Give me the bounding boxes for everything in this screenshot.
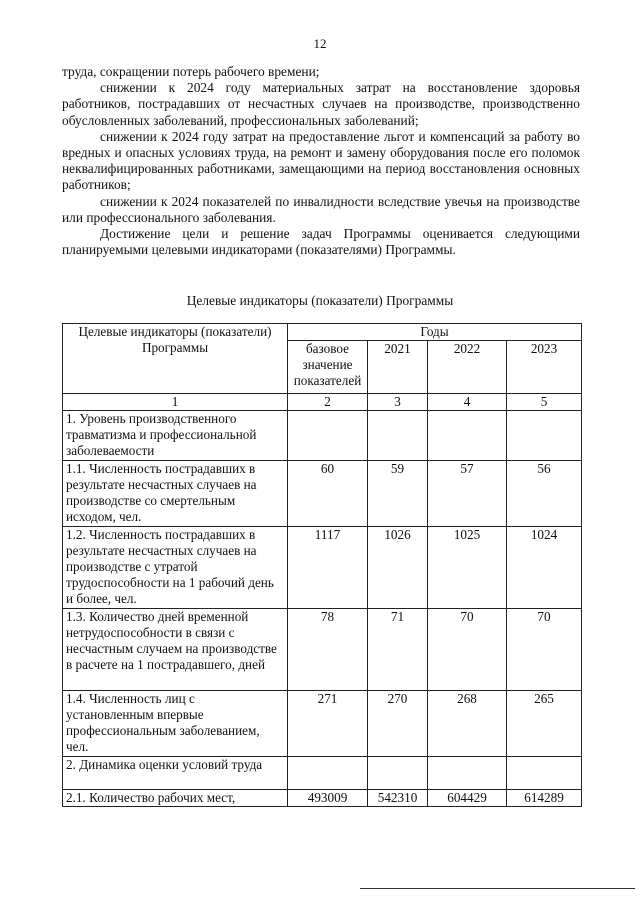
- table-row: [63, 411, 582, 461]
- header-year-2022: 2022: [428, 341, 507, 394]
- cell-2021: 542310: [368, 790, 428, 807]
- column-number-row: [63, 394, 582, 411]
- cell-2022: 57: [428, 461, 507, 527]
- row-label: 2.1. Количество рабочих мест,: [63, 790, 288, 807]
- cell-2022: 70: [428, 609, 507, 691]
- header-year-2023: 2023: [507, 341, 582, 394]
- cell-2021: 59: [368, 461, 428, 527]
- cell-2021: 270: [368, 691, 428, 757]
- paragraph: снижении к 2024 году материальных затрат на восстановление здоровья работников, пострадавших от несчастных случаев на производстве, производственно обусловленных заболеваний, профессиональных заболеваний;: [62, 80, 580, 128]
- paragraph: Достижение цели и решение задач Программы оценивается следующими планируемыми целевыми индикаторами (показателями) Программы.: [62, 226, 580, 258]
- row-label: 1.1. Численность пострадавших в результате несчастных случаев на производстве со смертельным исходом, чел.: [63, 461, 288, 527]
- row-label: 2. Динамика оценки условий труда: [63, 757, 288, 790]
- cell-base: [288, 757, 368, 790]
- header-year-2021: 2021: [368, 341, 428, 394]
- cell-2022: 604429: [428, 790, 507, 807]
- paragraph: труда, сокращении потерь рабочего времени;: [62, 64, 320, 79]
- header-years: Годы: [288, 324, 582, 341]
- cell-base: 78: [288, 609, 368, 691]
- cell-2022: 268: [428, 691, 507, 757]
- table-row: [63, 461, 582, 527]
- cell-2022: [428, 757, 507, 790]
- column-number: 2: [288, 394, 368, 411]
- page-bottom-rule: [360, 888, 635, 889]
- cell-2022: [428, 411, 507, 461]
- table-header-row: [63, 324, 582, 341]
- cell-2023: 614289: [507, 790, 582, 807]
- row-label: 1.3. Количество дней временной нетрудоспособности в связи с несчастным случаем на производстве в расчете на 1 пострадавшего, дней: [63, 609, 288, 691]
- table-row: [63, 757, 582, 790]
- cell-2023: 56: [507, 461, 582, 527]
- table-row: [63, 609, 582, 691]
- paragraph: снижении к 2024 году затрат на предоставление льгот и компенсаций за работу во вредных и опасных условиях труда, на ремонт и замену оборудования после его поломок неквалифицированных работниками, замещающими на период восстановления основных работников;: [62, 128, 580, 193]
- cell-base: 60: [288, 461, 368, 527]
- cell-2023: [507, 757, 582, 790]
- row-label: 1.2. Численность пострадавших в результате несчастных случаев на производстве с утратой трудоспособности на 1 рабочий день и более, чел.: [63, 527, 288, 609]
- cell-2021: [368, 411, 428, 461]
- cell-2023: [507, 411, 582, 461]
- cell-base: 1117: [288, 527, 368, 609]
- body-text: [62, 64, 580, 258]
- row-label: 1. Уровень производственного травматизма и профессиональной заболеваемости: [63, 411, 288, 461]
- cell-2023: 1024: [507, 527, 582, 609]
- indicators-table: [62, 323, 582, 807]
- column-number: 1: [63, 394, 288, 411]
- cell-base: 271: [288, 691, 368, 757]
- table-row: [63, 527, 582, 609]
- paragraph: снижении к 2024 показателей по инвалидности вследствие увечья на производстве или профессионального заболевания.: [62, 193, 580, 225]
- page-number: 12: [313, 36, 327, 51]
- header-base-value: базовое значение показателей: [288, 341, 368, 394]
- column-number: 4: [428, 394, 507, 411]
- cell-2021: 1026: [368, 527, 428, 609]
- row-label: 1.4. Численность лиц с установленным впервые профессиональным заболеванием, чел.: [63, 691, 288, 757]
- cell-2021: 71: [368, 609, 428, 691]
- cell-base: [288, 411, 368, 461]
- cell-2021: [368, 757, 428, 790]
- cell-2023: 265: [507, 691, 582, 757]
- table-row: [63, 790, 582, 807]
- cell-2022: 1025: [428, 527, 507, 609]
- table-row: [63, 691, 582, 757]
- header-indicator: Целевые индикаторы (показатели) Программы: [63, 324, 288, 394]
- table-title: Целевые индикаторы (показатели) Программы: [186, 293, 454, 308]
- cell-2023: 70: [507, 609, 582, 691]
- column-number: 5: [507, 394, 582, 411]
- cell-base: 493009: [288, 790, 368, 807]
- column-number: 3: [368, 394, 428, 411]
